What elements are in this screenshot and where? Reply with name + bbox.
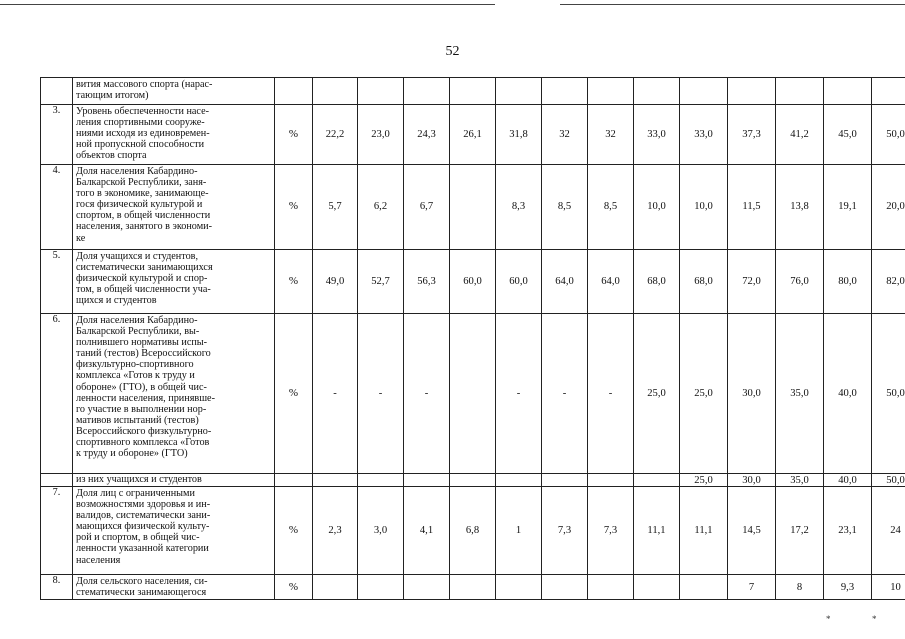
value-cell: 6,2 xyxy=(358,165,404,250)
value-cell: 64,0 xyxy=(542,250,588,314)
value-cell: 50,0 xyxy=(872,105,905,165)
value-cell xyxy=(313,78,358,105)
value-cell: 10,0 xyxy=(680,165,728,250)
value-cell: 17,2 xyxy=(776,487,824,575)
value-cell xyxy=(588,474,634,487)
value-cell: 60,0 xyxy=(496,250,542,314)
value-cell: 56,3 xyxy=(404,250,450,314)
value-cell: 7 xyxy=(728,575,776,600)
value-cell xyxy=(728,78,776,105)
value-cell xyxy=(358,575,404,600)
value-cell xyxy=(358,78,404,105)
unit-cell: % xyxy=(275,250,313,314)
indicator-name: Доля сельского населения, си- стематически занимающегося xyxy=(73,575,275,600)
table-row xyxy=(41,78,905,105)
value-cell: 35,0 xyxy=(776,474,824,487)
value-cell: - xyxy=(313,314,358,474)
value-cell: 1 xyxy=(496,487,542,575)
value-cell: 30,0 xyxy=(728,314,776,474)
value-cell xyxy=(358,474,404,487)
value-cell: 11,1 xyxy=(634,487,680,575)
row-number xyxy=(41,78,73,105)
value-cell: 76,0 xyxy=(776,250,824,314)
value-cell: 25,0 xyxy=(680,474,728,487)
indicator-name: вития массового спорта (нарас- тающим итогом) xyxy=(73,78,275,105)
unit-cell: % xyxy=(275,105,313,165)
value-cell xyxy=(542,575,588,600)
row-number: 7. xyxy=(41,487,73,575)
value-cell: 52,7 xyxy=(358,250,404,314)
value-cell xyxy=(824,78,872,105)
value-cell xyxy=(496,575,542,600)
page-number: 52 xyxy=(445,44,460,59)
value-cell: 50,0 xyxy=(872,474,905,487)
value-cell: 14,5 xyxy=(728,487,776,575)
value-cell: 24 xyxy=(872,487,905,575)
value-cell xyxy=(404,575,450,600)
value-cell: 40,0 xyxy=(824,314,872,474)
row-number: 5. xyxy=(41,250,73,314)
value-cell: 23,1 xyxy=(824,487,872,575)
table-row xyxy=(41,250,905,314)
indicators-table xyxy=(40,77,905,600)
unit-cell: % xyxy=(275,487,313,575)
value-cell: 11,5 xyxy=(728,165,776,250)
value-cell xyxy=(450,575,496,600)
value-cell: 7,3 xyxy=(542,487,588,575)
row-number: 3. xyxy=(41,105,73,165)
value-cell: - xyxy=(404,314,450,474)
value-cell: 32 xyxy=(588,105,634,165)
table-row xyxy=(41,575,905,600)
top-border-line-right xyxy=(560,4,905,5)
unit-cell: % xyxy=(275,165,313,250)
value-cell: 25,0 xyxy=(634,314,680,474)
value-cell: 9,3 xyxy=(824,575,872,600)
value-cell: 3,0 xyxy=(358,487,404,575)
value-cell: 60,0 xyxy=(450,250,496,314)
value-cell xyxy=(588,575,634,600)
value-cell xyxy=(404,78,450,105)
value-cell: 31,8 xyxy=(496,105,542,165)
value-cell xyxy=(313,575,358,600)
value-cell xyxy=(450,474,496,487)
value-cell: 82,0 xyxy=(872,250,905,314)
value-cell: 50,0 xyxy=(872,314,905,474)
row-number xyxy=(41,474,73,487)
value-cell xyxy=(313,474,358,487)
corner-mark-1: * xyxy=(826,614,831,624)
value-cell xyxy=(680,575,728,600)
value-cell: 22,2 xyxy=(313,105,358,165)
value-cell: 13,8 xyxy=(776,165,824,250)
indicator-name: Доля лиц с ограниченными возможностями здоровья и ин- валидов, систематически зани- мающихся физической культу- рой и спортом, в общей чис- ленности указанной категории населения xyxy=(73,487,275,575)
indicator-name: из них учащихся и студентов xyxy=(73,474,275,487)
value-cell xyxy=(450,314,496,474)
value-cell: 8,5 xyxy=(542,165,588,250)
value-cell: - xyxy=(496,314,542,474)
value-cell: 8 xyxy=(776,575,824,600)
value-cell: 7,3 xyxy=(588,487,634,575)
value-cell: 72,0 xyxy=(728,250,776,314)
value-cell xyxy=(450,165,496,250)
table-row xyxy=(41,105,905,165)
unit-cell: % xyxy=(275,314,313,474)
value-cell: 11,1 xyxy=(680,487,728,575)
value-cell xyxy=(496,78,542,105)
value-cell: 64,0 xyxy=(588,250,634,314)
value-cell: 68,0 xyxy=(634,250,680,314)
value-cell: 2,3 xyxy=(313,487,358,575)
value-cell: 30,0 xyxy=(728,474,776,487)
corner-mark-2: * xyxy=(872,614,877,624)
value-cell xyxy=(404,474,450,487)
value-cell xyxy=(542,474,588,487)
value-cell: 33,0 xyxy=(634,105,680,165)
value-cell: 26,1 xyxy=(450,105,496,165)
value-cell: 40,0 xyxy=(824,474,872,487)
value-cell xyxy=(680,78,728,105)
value-cell: 6,8 xyxy=(450,487,496,575)
table-row xyxy=(41,165,905,250)
value-cell: 49,0 xyxy=(313,250,358,314)
value-cell: 24,3 xyxy=(404,105,450,165)
table-row xyxy=(41,487,905,575)
value-cell: 8,5 xyxy=(588,165,634,250)
value-cell xyxy=(776,78,824,105)
value-cell: 20,0 xyxy=(872,165,905,250)
value-cell xyxy=(496,474,542,487)
value-cell xyxy=(634,575,680,600)
value-cell: 5,7 xyxy=(313,165,358,250)
table-row xyxy=(41,474,905,487)
value-cell: 4,1 xyxy=(404,487,450,575)
unit-cell: % xyxy=(275,575,313,600)
value-cell: 33,0 xyxy=(680,105,728,165)
row-number: 6. xyxy=(41,314,73,474)
value-cell xyxy=(450,78,496,105)
value-cell xyxy=(634,474,680,487)
row-number: 4. xyxy=(41,165,73,250)
value-cell xyxy=(542,78,588,105)
value-cell xyxy=(872,78,905,105)
row-number: 8. xyxy=(41,575,73,600)
value-cell: 37,3 xyxy=(728,105,776,165)
value-cell: 68,0 xyxy=(680,250,728,314)
indicator-name: Доля учащихся и студентов, систематически занимающихся физической культурой и спор- том, в общей численности уча- щихся и студентов xyxy=(73,250,275,314)
value-cell: 45,0 xyxy=(824,105,872,165)
value-cell: - xyxy=(542,314,588,474)
indicator-name: Доля населения Кабардино- Балкарской Республики, вы- полнившего нормативы испы- таний (тестов) Всероссийского физкультурно-спортивного комплекса «Готов к труду и обороне» (ГТО), в общей чис- ленности населения, принявше- го участие в выполнении нор- мативов испытаний (тестов) Всероссийского физкультурно- спортивного комплекса «Готов к труду и обороне» (ГТО) xyxy=(73,314,275,474)
table-row xyxy=(41,314,905,474)
value-cell: 80,0 xyxy=(824,250,872,314)
value-cell xyxy=(588,78,634,105)
value-cell: 19,1 xyxy=(824,165,872,250)
value-cell: - xyxy=(358,314,404,474)
unit-cell xyxy=(275,78,313,105)
value-cell: 6,7 xyxy=(404,165,450,250)
value-cell: 41,2 xyxy=(776,105,824,165)
value-cell: 23,0 xyxy=(358,105,404,165)
unit-cell xyxy=(275,474,313,487)
indicator-name: Доля населения Кабардино- Балкарской Республики, заня- того в экономике, занимающе- гося физической культурой и спортом, в общей численности населения, занятого в экономи- ке xyxy=(73,165,275,250)
value-cell: 25,0 xyxy=(680,314,728,474)
top-border-line-left xyxy=(0,4,495,5)
value-cell xyxy=(634,78,680,105)
value-cell: 8,3 xyxy=(496,165,542,250)
value-cell: 10 xyxy=(872,575,905,600)
value-cell: 10,0 xyxy=(634,165,680,250)
value-cell: - xyxy=(588,314,634,474)
value-cell: 35,0 xyxy=(776,314,824,474)
indicator-name: Уровень обеспеченности насе- ления спортивными сооруже- ниями исходя из единовремен- ной пропускной способности объектов спорта xyxy=(73,105,275,165)
value-cell: 32 xyxy=(542,105,588,165)
